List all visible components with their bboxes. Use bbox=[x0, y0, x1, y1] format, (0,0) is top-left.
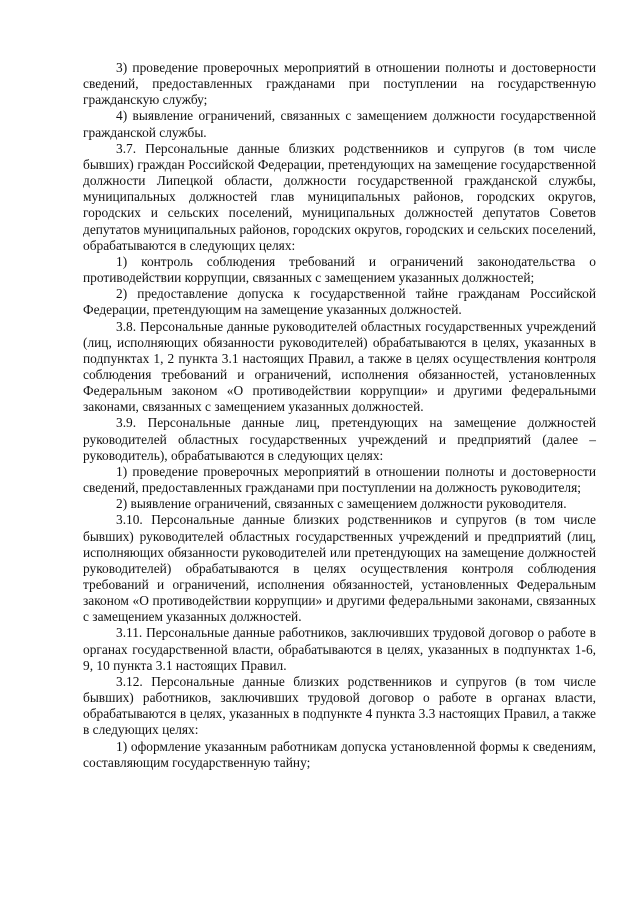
paragraph-3-10: 3.10. Персональные данные близких родственников и супругов (в том числе бывших) руководителей областных государственных учреждений и предприятий (лиц, исполняющих обязанности руководителей или претендующих на замещение должностей руководителей) обрабатываются в целях осуществления контроля соблюдения требований и ограничений, исполнения обязанностей, установленных Федеральным законом «О противодействии коррупции» и другими федеральными законами, связанных с замещением указанных должностей. bbox=[83, 512, 596, 625]
paragraph-3-8: 3.8. Персональные данные руководителей областных государственных учреждений (лиц, исполняющих обязанности руководителей) обрабатываются в целях, указанных в подпунктах 1, 2 пункта 3.1 настоящих Правил, а также в целях осуществления контроля соблюдения требований и ограничений, исполнения обязанностей, установленных Федеральным законом «О противодействии коррупции» и другими федеральными законами, связанных с замещением указанных должностей. bbox=[83, 318, 596, 415]
paragraph-3-12: 3.12. Персональные данные близких родственников и супругов (в том числе бывших) работников, заключивших трудовой договор о работе в органах власти, обрабатываются в целях, указанных в подпункте 4 пункта 3.3 настоящих Правил, а также в следующих целях: bbox=[83, 673, 596, 738]
paragraph-3-9-item-1: 1) проведение проверочных мероприятий в отношении полноты и достоверности сведений, предоставленных гражданами при поступлении на должность руководителя; bbox=[83, 463, 596, 496]
paragraph-3-11: 3.11. Персональные данные работников, заключивших трудовой договор о работе в органах государственной власти, обрабатываются в целях, указанных в подпунктах 1-6, 9, 10 пункта 3.1 настоящих Правил. bbox=[83, 625, 596, 673]
paragraph-3-6-item-3: 3) проведение проверочных мероприятий в отношении полноты и достоверности сведений, предоставленных гражданами при поступлении на государственную гражданскую службу; bbox=[83, 60, 596, 108]
paragraph-3-12-item-1: 1) оформление указанным работникам допуска установленной формы к сведениям, составляющим государственную тайну; bbox=[83, 738, 596, 770]
paragraph-3-6-item-4: 4) выявление ограничений, связанных с замещением должности государственной гражданской службы. bbox=[83, 108, 596, 140]
paragraph-3-7-item-2: 2) предоставление допуска к государственной тайне гражданам Российской Федерации, претендующим на замещение указанных должностей. bbox=[83, 286, 596, 318]
paragraph-3-7: 3.7. Персональные данные близких родственников и супругов (в том числе бывших) граждан Российской Федерации, претендующих на замещение государственной должности Липецкой области, должности государственной гражданской службы, муниципальных должностей глав муниципальных районов, городских округов, городских и сельских поселений, муниципальных должностей депутатов Советов депутатов муниципальных районов, городских округов, городских и сельских поселений, обрабатываются в следующих целях: bbox=[83, 140, 596, 253]
paragraph-3-7-item-1: 1) контроль соблюдения требований и ограничений законодательства о противодействии коррупции, связанных с замещением указанных должностей; bbox=[83, 253, 596, 286]
paragraph-3-9: 3.9. Персональные данные лиц, претендующих на замещение должностей руководителей областных государственных учреждений и предприятий (далее – руководитель), обрабатываются в следующих целях: bbox=[83, 415, 596, 463]
paragraph-3-9-item-2: 2) выявление ограничений, связанных с замещением должности руководителя. bbox=[116, 496, 567, 512]
